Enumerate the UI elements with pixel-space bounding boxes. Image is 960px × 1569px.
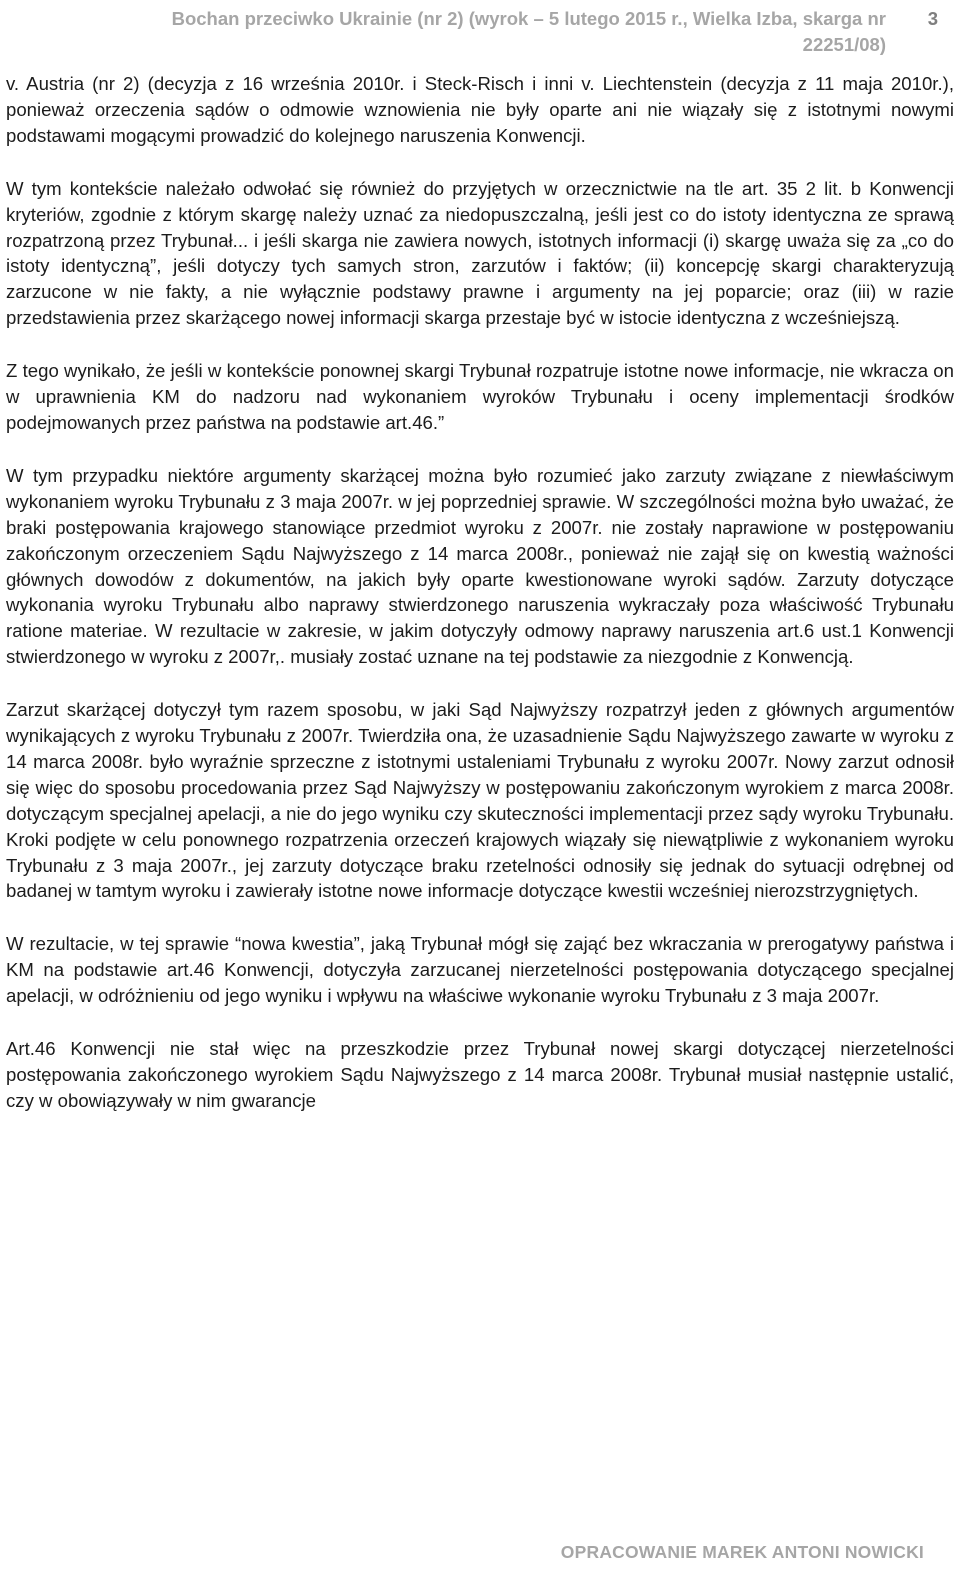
paragraph-4: W tym przypadku niektóre argumenty skarżącej można było rozumieć jako zarzuty związane z niewłaściwym wykonaniem wyroku Trybunału z 3 maja 2007r. w jej poprzedniej sprawie. W szczególności można było uważać, że braki postępowania krajowego stanowiące przedmiot wyroku z 2007r. nie zostały naprawione w postępowaniu zakończonym orzeczeniem Sądu Najwyższego z 14 marca 2008r., ponieważ nie zajął się on kwestią ważności głównych dowodów z dokumentów, na jakich były oparte kwestionowane wyroki sądów. Zarzuty dotyczące wykonania wyroku Trybunału albo naprawy stwierdzonego naruszenia wykraczały poza właściwość Trybunału ratione materiae. W rezultacie w zakresie, w jakim dotyczyły odmowy naprawy naruszenia art.6 ust.1 Konwencji stwierdzonego w wyroku z 2007r,. musiały zostać uznane na tej podstawie za niezgodnie z Konwencją. [6, 464, 954, 668]
paragraph-2: W tym kontekście należało odwołać się również do przyjętych w orzecznictwie na tle art. 35 2 lit. b Konwencji kryteriów, zgodnie z którym skargę należy uznać za niedopuszczalną, jeśli jest co do istoty identyczna ze sprawą rozpatrzoną przez Trybunał... i jeśli skarga nie zawiera nowych, istotnych informacji (i) skargę uważa się za „co do istoty identyczną”, jeśli dotyczy tych samych stron, zarzutów i faktów; (ii) koncepcję skargi charakteryzują zarzucone w nie fakty, a nie wyłącznie podstawy prawne i argumenty na jej poparcie; oraz (iii) w razie przedstawienia przez skarżącego nowej informacji skarga przestaje być w istocie identyczna z wcześniejszą. [6, 177, 954, 329]
paragraph-5: Zarzut skarżącej dotyczył tym razem sposobu, w jaki Sąd Najwyższy rozpatrzył jeden z głównych argumentów wynikających z wyroku Trybunału z 2007r. Twierdziła ona, że uzasadnienie Sądu Najwyższego zawarte w wyroku z 14 marca 2008r. było wyraźnie sprzeczne z istotnymi ustaleniami Trybunału z wyroku 2007r. Nowy zarzut odnosił się więc do sposobu procedowania przez Sąd Najwyższy w postępowaniu zakończonym wyrokiem z marca 2008r. dotyczącym specjalnej apelacji, a nie do jego wyniku czy skuteczności implementacji przez sądy wyroku Trybunału. Kroki podjęte w celu ponownego rozpatrzenia orzeczeń krajowych wiązały się niewątpliwie z wykonaniem wyroku Trybunału z 3 maja 2007r., jej zarzuty dotyczące braku rzetelności odnosiły się jednak do sytuacji odrębnej od badanej w tamtym wyroku i zawierały istotne nowe informacje dotyczące kwestii wcześniej nierozstrzygniętych. [6, 699, 954, 902]
page-number: 3 [927, 8, 938, 29]
page-footer: OPRACOWANIE MAREK ANTONI NOWICKI [560, 1542, 924, 1562]
running-title-line-1: Bochan przeciwko Ukrainie (nr 2) (wyrok – 5 lutego 2015 r., Wielka Izba, skarga nr [171, 8, 886, 29]
document-body [6, 71, 954, 1141]
running-title-line-2: 22251/08) [802, 34, 886, 55]
paragraph-3: Z tego wynikało, że jeśli w kontekście ponownej skargi Trybunał rozpatruje istotne nowe informacje, nie wkracza on w uprawnienia KM do nadzoru nad wykonaniem wyroków Trybunału i oceny implementacji środków podejmowanych przez państwa na podstawie art.46.” [6, 360, 954, 433]
paragraph-1: v. Austria (nr 2) (decyzja z 16 września 2010r. i Steck-Risch i inni v. Liechtenstein (decyzja z 11 maja 2010r.), ponieważ orzeczenia sądów o odmowie wznowienia nie były oparte ani nie wiązały się z istotnymi nowymi podstawami mogącymi prowadzić do kolejnego naruszenia Konwencji. [6, 73, 954, 146]
paragraph-7: Art.46 Konwencji nie stał więc na przeszkodzie przez Trybunał nowej skargi dotyczącej nierzetelności postępowania zakończonego wyrokiem Sądu Najwyższego z 14 marca 2008r. Trybunał musiał następnie ustalić, czy w obowiązywały w nim gwarancje [6, 1038, 954, 1111]
paragraph-6: W rezultacie, w tej sprawie “nowa kwestia”, jaką Trybunał mógł się zająć bez wkraczania w prerogatywy państwa i KM na podstawie art.46 Konwencji, dotyczyła zarzucanej nierzetelności postępowania dotyczącego specjalnej apelacji, w odróżnieniu od jego wyniku i wpływu na właściwe wykonanie wyroku Trybunału z 3 maja 2007r. [6, 933, 954, 1007]
page-header [100, 6, 938, 60]
running-title [66, 6, 886, 58]
